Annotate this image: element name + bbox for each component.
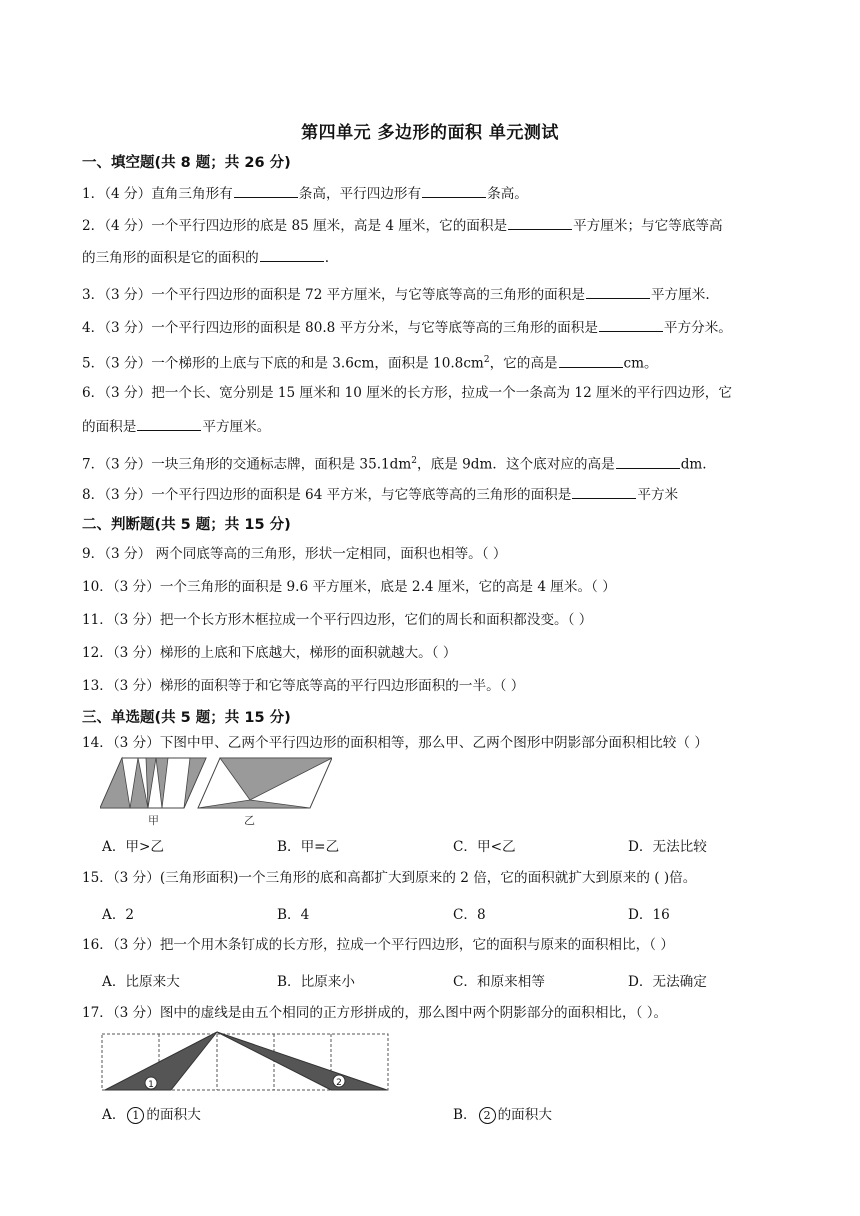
question-9: 9．（3 分） 两个同底等高的三角形，形状一定相同，面积也相等。（ ） xyxy=(82,546,507,562)
answer-blank[interactable] xyxy=(260,247,324,262)
answer-blank[interactable] xyxy=(422,183,486,198)
question-15: 15．（3 分）(三角形面积)一个三角形的底和高都扩大到原来的 2 倍，它的面积就扩大到原来的 ( )倍。 xyxy=(82,870,697,886)
q14-option-b[interactable]: B．甲=乙 xyxy=(277,839,340,855)
q15-option-a[interactable]: A．2 xyxy=(102,907,135,923)
question-11: 11．（3 分）把一个长方形木框拉成一个平行四边形，它们的周长和面积都没变。（ ） xyxy=(82,612,593,628)
section-single-choice: 三、单选题(共 5 题；共 15 分) xyxy=(82,710,291,726)
question-13: 13．（3 分）梯形的面积等于和它等底等高的平行四边形面积的一半。（ ） xyxy=(82,678,525,694)
question-16: 16．（3 分）把一个用木条钉成的长方形，拉成一个平行四边形，它的面积与原来的面积相比，（ ） xyxy=(82,937,674,953)
q14-option-d[interactable]: D．无法比较 xyxy=(628,839,707,855)
q16-option-a[interactable]: A．比原来大 xyxy=(102,974,180,990)
question-2: 2．（4 分）一个平行四边形的底是 85 厘米，高是 4 厘米，它的面积是 平方厘米；与它等底等高 xyxy=(82,215,723,235)
question-4: 4．（3 分）一个平行四边形的面积是 80.8 平方分米，与它等底等高的三角形的面积是 平方分米。 xyxy=(82,317,732,337)
squares-figure-q17 xyxy=(101,1028,391,1094)
section-fill-in: 一、填空题(共 8 题；共 26 分) xyxy=(82,155,291,171)
question-1: 1．（4 分）直角三角形有 条高，平行四边形有 条高。 xyxy=(82,183,528,203)
question-2-cont: 的三角形的面积是它的面积的 . xyxy=(82,247,329,267)
page-title: 第四单元 多边形的面积 单元测试 xyxy=(301,123,559,143)
answer-blank[interactable] xyxy=(508,215,572,230)
q17-option-b[interactable]: B． 2 的面积大 xyxy=(453,1107,552,1123)
shaded-region-1 xyxy=(105,1032,217,1090)
question-14: 14．（3 分）下图中甲、乙两个平行四边形的面积相等，那么甲、乙两个图形中阴影部分面积相比较（ ） xyxy=(82,735,708,751)
q15-option-c[interactable]: C．8 xyxy=(453,907,486,923)
question-17: 17．（3 分）图中的虚线是由五个相同的正方形拼成的，那么图中两个阴影部分的面积相比，（ ）。 xyxy=(82,1005,668,1021)
q16-option-b[interactable]: B．比原来小 xyxy=(277,974,355,990)
answer-blank[interactable] xyxy=(234,183,298,198)
q16-option-c[interactable]: C．和原来相等 xyxy=(453,974,545,990)
question-5: 5．（3 分）一个梯形的上底与下底的和是 3.6cm，面积是 $10.8cm^2$，它的高是 cm。 xyxy=(82,351,658,373)
q15-option-b[interactable]: B．4 xyxy=(277,907,310,923)
shaded-region-2 xyxy=(217,1032,387,1090)
q16-option-d[interactable]: D．无法确定 xyxy=(628,974,707,990)
answer-blank[interactable] xyxy=(586,284,650,299)
question-12: 12．（3 分）梯形的上底和下底越大，梯形的面积就越大。（ ） xyxy=(82,645,457,661)
question-6: 6．（3 分）把一个长、宽分别是 15 厘米和 10 厘米的长方形，拉成一个一条高为 12 厘米的平行四边形，它 xyxy=(82,385,732,401)
answer-blank[interactable] xyxy=(616,454,680,469)
q15-option-d[interactable]: D．16 xyxy=(628,907,670,923)
question-3: 3．（3 分）一个平行四边形的面积是 72 平方厘米，与它等底等高的三角形的面积是 平方厘米. xyxy=(82,284,710,304)
q14-option-a[interactable]: A．甲>乙 xyxy=(102,839,164,855)
question-7: 7．（3 分）一块三角形的交通标志牌，面积是 $35.1dm^2$，底是 9dm．这个底对应的高是 dm. xyxy=(82,452,707,474)
question-10: 10．（3 分）一个三角形的面积是 9.6 平方厘米，底是 2.4 厘米，它的高是 4 厘米。（ ） xyxy=(82,579,616,595)
label-yi: 乙 xyxy=(244,814,255,827)
parallelogram-figure-q14 xyxy=(100,756,332,812)
fig-label-2: 2 xyxy=(336,1078,342,1088)
question-8: 8．（3 分）一个平行四边形的面积是 64 平方米，与它等底等高的三角形的面积是 平方米 xyxy=(82,484,678,504)
answer-blank[interactable] xyxy=(599,317,663,332)
label-jia: 甲 xyxy=(148,814,159,827)
fig-label-1: 1 xyxy=(148,1080,154,1090)
answer-blank[interactable] xyxy=(559,353,623,368)
question-6-cont: 的面积是 平方厘米。 xyxy=(82,416,270,436)
q17-option-a[interactable]: A． 1 的面积大 xyxy=(102,1107,201,1123)
answer-blank[interactable] xyxy=(572,484,636,499)
section-true-false: 二、判断题(共 5 题；共 15 分) xyxy=(82,517,291,533)
answer-blank[interactable] xyxy=(137,416,201,431)
q14-option-c[interactable]: C．甲<乙 xyxy=(453,839,516,855)
